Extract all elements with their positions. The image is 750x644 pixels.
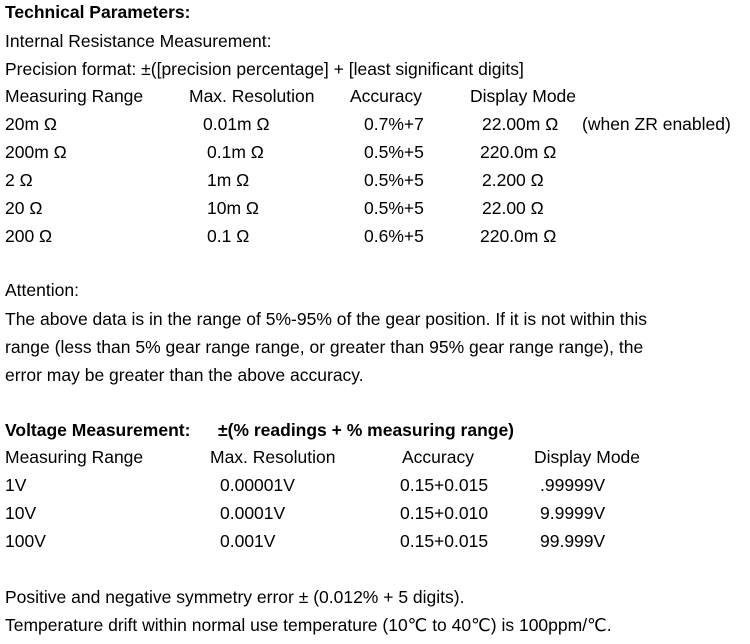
footer-line: Temperature drift within normal use temperature (10℃ to 40℃) is 100ppm/℃. [5, 615, 612, 635]
range-cell: 10V [5, 503, 37, 523]
display-cell: 2.200 Ω [482, 170, 544, 190]
resistance-table-header [0, 85, 750, 107]
display-cell: 9.9999V [540, 503, 606, 523]
accuracy-cell: 0.7%+7 [364, 114, 424, 134]
resolution-cell: 0.1 Ω [207, 226, 250, 246]
attention-text-line: The above data is in the range of 5%-95% of the gear position. If it is not within this [5, 309, 648, 329]
table-row [0, 225, 750, 247]
column-header-display: Display Mode [470, 86, 577, 106]
table-row [0, 113, 750, 135]
accuracy-cell: 0.5%+5 [364, 142, 424, 162]
table-row [0, 169, 750, 191]
display-cell: 99.999V [540, 531, 606, 551]
table-row [0, 474, 750, 496]
display-cell: 220.0m Ω [480, 226, 557, 246]
accuracy-cell: 0.6%+5 [364, 226, 424, 246]
resolution-cell: 0.001V [220, 531, 276, 551]
range-cell: 200 Ω [5, 226, 53, 246]
resolution-cell: 10m Ω [207, 198, 259, 218]
voltage-formula: ±(% readings + % measuring range) [218, 420, 515, 440]
range-cell: 20 Ω [5, 198, 43, 218]
page-title: Technical Parameters: [5, 2, 191, 22]
display-cell: 220.0m Ω [480, 142, 557, 162]
column-header-accuracy: Accuracy [402, 447, 474, 467]
attention-text-line: range (less than 5% gear range range, or greater than 95% gear range range), the [5, 337, 644, 357]
column-header-display: Display Mode [534, 447, 641, 467]
range-cell: 1V [5, 475, 27, 495]
column-header-range: Measuring Range [5, 86, 144, 106]
accuracy-cell: 0.15+0.015 [400, 475, 489, 495]
display-cell: 22.00 Ω [482, 198, 544, 218]
range-cell: 200m Ω [5, 142, 67, 162]
resolution-cell: 0.1m Ω [207, 142, 264, 162]
attention-text-line: error may be greater than the above accuracy. [5, 365, 364, 385]
display-cell: .99999V [540, 475, 606, 495]
note-cell: (when ZR enabled) [582, 114, 731, 134]
table-row [0, 141, 750, 163]
table-row [0, 197, 750, 219]
accuracy-cell: 0.15+0.015 [400, 531, 489, 551]
accuracy-cell: 0.5%+5 [364, 170, 424, 190]
range-cell: 2 Ω [5, 170, 33, 190]
range-cell: 100V [5, 531, 46, 551]
attention-heading: Attention: [5, 280, 79, 300]
column-header-accuracy: Accuracy [350, 86, 422, 106]
voltage-table-header [0, 446, 750, 468]
voltage-heading: Voltage Measurement: [5, 420, 191, 440]
resolution-cell: 0.0001V [220, 503, 286, 523]
accuracy-cell: 0.15+0.010 [400, 503, 489, 523]
accuracy-cell: 0.5%+5 [364, 198, 424, 218]
precision-format: Precision format: ±([precision percentage] + [least significant digits] [5, 59, 524, 79]
footer-line: Positive and negative symmetry error ± (0.012% + 5 digits). [5, 587, 465, 607]
resolution-cell: 0.00001V [220, 475, 295, 495]
range-cell: 20m Ω [5, 114, 57, 134]
voltage-heading-row [0, 419, 750, 441]
table-row [0, 530, 750, 552]
resolution-cell: 1m Ω [207, 170, 250, 190]
column-header-range: Measuring Range [5, 447, 144, 467]
column-header-resolution: Max. Resolution [210, 447, 336, 467]
resolution-cell: 0.01m Ω [203, 114, 270, 134]
resistance-heading: Internal Resistance Measurement: [5, 31, 272, 51]
table-row [0, 502, 750, 524]
column-header-resolution: Max. Resolution [189, 86, 315, 106]
display-cell: 22.00m Ω [482, 114, 559, 134]
